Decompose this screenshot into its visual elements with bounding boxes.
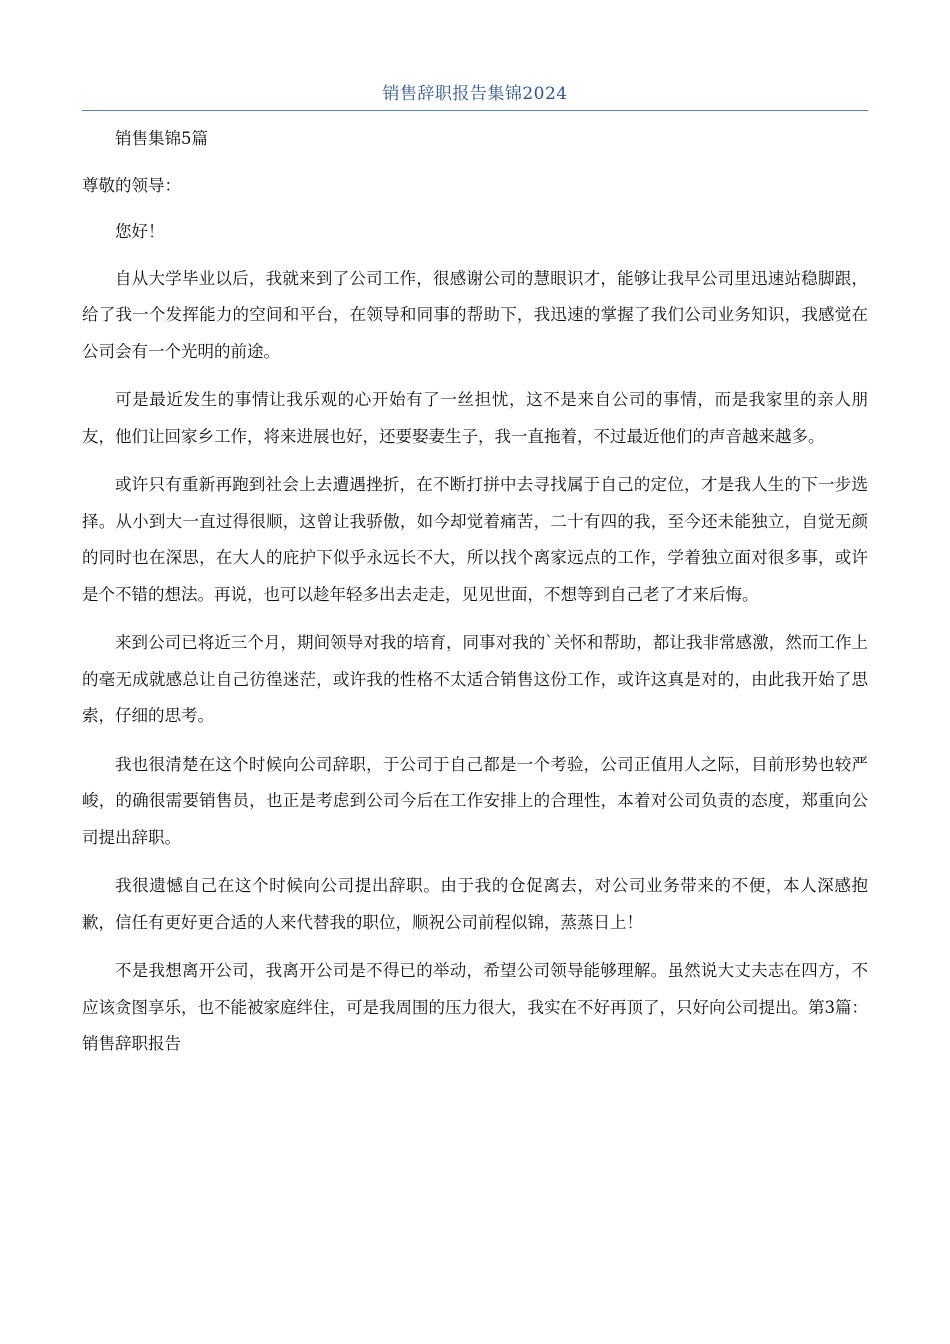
salutation: 尊敬的领导：	[82, 175, 181, 195]
paragraph-3: 或许只有重新再跑到社会上去遭遇挫折，在不断打拼中去寻找属于自己的定位，才是我人生的下一步选择。从小到大一直过得很顺，这曾让我骄傲，如今却觉着痛苦，二十有四的我，至今还未能独立，自觉无颜的同时也在深思，在大人的庇护下似乎永远长不大，所以找个离家远点的工作，学着独立面对很多事，或许是个不错的想法。再说，也可以趁年轻多出去走走，见见世面，不想等到自己老了才来后悔。	[82, 475, 868, 604]
paragraph-4: 来到公司已将近三个月，期间领导对我的培育，同事对我的`关怀和帮助，都让我非常感激，然而工作上的毫无成就感总让自己彷徨迷茫，或许我的性格不太适合销售这份工作，或许这真是对的，由此我开始了思索，仔细的思考。	[82, 633, 868, 725]
paragraph-1: 自从大学毕业以后，我就来到了公司工作，很感谢公司的慧眼识才，能够让我早公司里迅速站稳脚跟，给了我一个发挥能力的空间和平台，在领导和同事的帮助下，我迅速的掌握了我们公司业务知识，我感觉在公司会有一个光明的前途。	[82, 268, 868, 361]
document-subtitle: 销售集锦5篇	[115, 129, 208, 148]
paragraph-7: 不是我想离开公司，我离开公司是不得已的举动，希望公司领导能够理解。虽然说大丈夫志在四方，不应该贪图享乐，也不能被家庭绊住，可是我周围的压力很大，我实在不好再顶了，只好向公司提出。第3篇：销售辞职报告	[82, 961, 868, 1053]
greeting: 您好！	[115, 222, 165, 241]
paragraph-6: 我很遗憾自己在这个时候向公司提出辞职。由于我的仓促离去，对公司业务带来的不便，本人深感抱歉，信任有更好更合适的人来代替我的职位，顺祝公司前程似锦，蒸蒸日上！	[82, 876, 868, 932]
page-header	[82, 80, 868, 111]
paragraph-2: 可是最近发生的事情让我乐观的心开始有了一丝担忧，这不是来自公司的事情，而是我家里的亲人朋友，他们让回家乡工作，将来进展也好，还要娶妻生子，我一直拖着，不过最近他们的声音越来越多。	[82, 390, 868, 446]
document-body	[82, 121, 868, 1063]
page-header-title: 销售辞职报告集锦2024	[382, 84, 568, 104]
paragraph-5: 我也很清楚在这个时候向公司辞职，于公司于自己都是一个考验，公司正值用人之际，目前形势也较严峻，的确很需要销售员，也正是考虑到公司今后在工作安排上的合理性，本着对公司负责的态度，郑重向公司提出辞职。	[82, 754, 868, 847]
